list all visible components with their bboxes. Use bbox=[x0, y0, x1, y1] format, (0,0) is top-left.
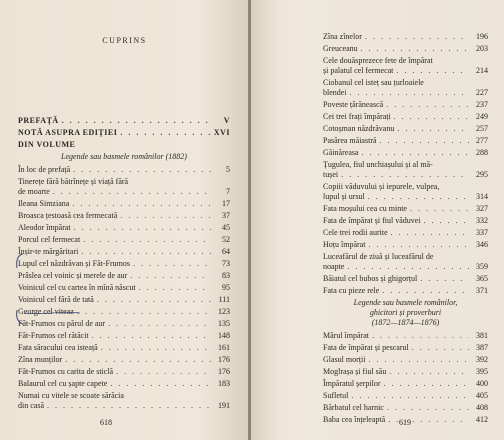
toc-entry-page: 288 bbox=[476, 148, 488, 157]
toc-entry-page: 412 bbox=[476, 415, 488, 424]
section-heading-line: ghicitori și proverburi bbox=[369, 308, 442, 317]
toc-entry-title: Făt-Frumos cu părul de aur bbox=[18, 319, 106, 328]
toc-entry-title: Balaurul cel cu șapte capete bbox=[18, 379, 108, 388]
dot-leader bbox=[391, 228, 469, 238]
toc-entry-title: Cele trei rodii aurite bbox=[323, 228, 388, 237]
toc-entry-title: Glasul morții bbox=[323, 355, 366, 364]
dot-leader bbox=[396, 66, 469, 76]
toc-entry bbox=[18, 331, 230, 341]
toc-entry-page: 327 bbox=[476, 204, 488, 213]
toc-entry-title: Lupul cel năzdrăvan și Făt-Frumos bbox=[18, 259, 130, 268]
dot-leader bbox=[77, 307, 211, 317]
toc-entry-page: 365 bbox=[476, 274, 488, 283]
toc-entry-title: Cotoșman năzdrăvanu bbox=[323, 124, 395, 133]
toc-entry bbox=[18, 283, 230, 293]
dot-leader bbox=[101, 343, 211, 353]
toc-entry bbox=[18, 199, 230, 209]
page-number: 619 bbox=[399, 418, 411, 427]
toc-entry bbox=[323, 170, 488, 180]
toc-entry-title: Împăratul șerpilor bbox=[323, 379, 381, 388]
toc-entry-page: 249 bbox=[476, 112, 488, 121]
section-heading bbox=[323, 298, 488, 328]
dot-leader bbox=[47, 401, 211, 411]
toc-entry-title-line: Numai cu vitele se scoate sărăcia bbox=[18, 391, 124, 400]
toc-entry bbox=[323, 240, 488, 250]
dot-leader bbox=[412, 343, 469, 353]
toc-entry-title: Sufletul bbox=[323, 391, 349, 400]
toc-entry-page: 196 bbox=[476, 32, 488, 41]
toc-entry-title: Baba cea înțeleaptă bbox=[323, 415, 386, 424]
toc-entry-page: 237 bbox=[476, 100, 488, 109]
toc-entry-title: Prâslea cel voinic și merele de aur bbox=[18, 271, 128, 280]
toc-entry-title: Aleodor împărat bbox=[18, 223, 71, 232]
toc-entry bbox=[323, 124, 488, 134]
toc-entry-title: PREFAȚĂ bbox=[18, 116, 59, 125]
toc-entry-page: 227 bbox=[476, 88, 488, 97]
dot-leader bbox=[368, 355, 469, 365]
toc-entry bbox=[323, 262, 488, 272]
toc-entry-page: 332 bbox=[476, 216, 488, 225]
toc-entry-page: 371 bbox=[476, 286, 488, 295]
dot-leader bbox=[110, 379, 211, 389]
toc-entry-page: 400 bbox=[476, 379, 488, 388]
toc-entry-page: 95 bbox=[222, 283, 230, 292]
toc-entry bbox=[18, 259, 230, 269]
toc-entry-title: Broasca țestoasă cea fermecată bbox=[18, 211, 118, 220]
toc-entry-page: 176 bbox=[218, 367, 230, 376]
toc-entry-title: Voinicul cel cu cartea în mînă născut bbox=[18, 283, 136, 292]
toc-entry-title: DIN VOLUME bbox=[18, 140, 76, 149]
toc-entry-title: Hoțu împărat bbox=[323, 240, 366, 249]
toc-entry-title: George cel viteaz bbox=[18, 307, 74, 316]
toc-entry-title: Greuceanu bbox=[323, 44, 358, 53]
toc-entry-title: lupul și ursul bbox=[323, 192, 365, 201]
toc-entry-title: Poveste țărănească bbox=[323, 100, 384, 109]
toc-entry-page: 295 bbox=[476, 170, 488, 179]
section-heading bbox=[18, 152, 230, 162]
toc-entry-page: 5 bbox=[226, 165, 230, 174]
dot-leader bbox=[97, 295, 211, 305]
dot-leader bbox=[81, 247, 211, 257]
dot-leader bbox=[65, 355, 211, 365]
toc-entry bbox=[323, 403, 488, 413]
dot-leader bbox=[341, 170, 469, 180]
toc-entry bbox=[323, 44, 488, 54]
toc-entry bbox=[18, 211, 230, 221]
dot-leader bbox=[53, 187, 211, 197]
toc-entry-page: 148 bbox=[218, 331, 230, 340]
toc-entry-page: 83 bbox=[222, 271, 230, 280]
toc-entry bbox=[323, 355, 488, 365]
toc-entry bbox=[323, 112, 488, 122]
toc-entry-title: Pasărea măiastră bbox=[323, 136, 377, 145]
toc-entry-page: 337 bbox=[476, 228, 488, 237]
toc-entry-title-line: Cioban​ul cel isteț sau țurloaiele bbox=[323, 78, 424, 87]
section-heading-line: Legende sau basmele românilor (1882) bbox=[61, 152, 187, 161]
toc-entry-page: 176 bbox=[218, 355, 230, 364]
toc-entry bbox=[323, 148, 488, 158]
toc-entry bbox=[18, 295, 230, 305]
toc-entry-title: Moglrașa și fiul său bbox=[323, 367, 387, 376]
toc-entry bbox=[323, 274, 488, 284]
dot-leader bbox=[139, 283, 211, 293]
toc-entry-title: blendei bbox=[323, 88, 347, 97]
dot-leader bbox=[382, 286, 469, 296]
section-heading-line: Legende sau basmele românilor, bbox=[353, 298, 458, 307]
dot-leader bbox=[120, 211, 211, 221]
toc-entry-title-line: Luceafărul de ziuă și luceafărul de bbox=[323, 252, 434, 261]
toc-entry bbox=[323, 136, 488, 146]
dot-leader bbox=[108, 319, 211, 329]
toc-entry-title: și palatul cel fermecat bbox=[323, 66, 394, 75]
dot-leader bbox=[361, 44, 469, 54]
toc-entry bbox=[323, 391, 488, 401]
toc-entry-title: Fata de împărat și pescarul bbox=[323, 343, 409, 352]
toc-entry-title: Găinăreasa bbox=[323, 148, 359, 157]
toc-entry-page: 17 bbox=[222, 199, 230, 208]
toc-entry bbox=[323, 331, 488, 341]
toc-entry-title: Fata moșului cea cu minte bbox=[323, 204, 407, 213]
dot-leader bbox=[362, 148, 469, 158]
toc-entry-page: 7 bbox=[226, 187, 230, 196]
dot-leader bbox=[368, 192, 469, 202]
dot-leader bbox=[74, 223, 211, 233]
dot-leader bbox=[394, 112, 469, 122]
toc-entry bbox=[323, 216, 488, 226]
toc-entry-page: 408 bbox=[476, 403, 488, 412]
toc-entry-page: 405 bbox=[476, 391, 488, 400]
table-of-contents-left bbox=[18, 116, 230, 413]
toc-entry bbox=[18, 128, 230, 138]
page-title: CUPRINS bbox=[102, 36, 147, 45]
toc-entry bbox=[323, 286, 488, 296]
toc-entry-title: Fata săracului cea isteață bbox=[18, 343, 98, 352]
toc-entry-page: 214 bbox=[476, 66, 488, 75]
dot-leader bbox=[420, 274, 469, 284]
toc-entry-title: tușei bbox=[323, 170, 339, 179]
dot-leader bbox=[116, 367, 211, 377]
toc-entry bbox=[323, 228, 488, 238]
toc-entry-title: NOTĂ ASUPRA EDIȚIEI bbox=[18, 128, 118, 137]
toc-entry-title: Ileana Simziana bbox=[18, 199, 70, 208]
toc-entry bbox=[18, 271, 230, 281]
toc-entry-title: Zîna munților bbox=[18, 355, 63, 364]
toc-entry bbox=[18, 140, 230, 150]
toc-entry bbox=[323, 379, 488, 389]
dot-leader bbox=[380, 136, 469, 146]
toc-entry bbox=[18, 307, 230, 317]
toc-entry-page: 135 bbox=[218, 319, 230, 328]
dot-leader bbox=[72, 199, 211, 209]
toc-entry-title: Zîna zînelor bbox=[323, 32, 362, 41]
toc-entry-title: noapte bbox=[323, 262, 345, 271]
toc-entry bbox=[18, 165, 230, 175]
toc-entry-page: 387 bbox=[476, 343, 488, 352]
dot-leader bbox=[387, 403, 469, 413]
toc-entry-page: 111 bbox=[218, 295, 230, 304]
toc-entry bbox=[18, 355, 230, 365]
dot-leader bbox=[133, 259, 211, 269]
toc-entry-page: 123 bbox=[218, 307, 230, 316]
toc-entry bbox=[18, 247, 230, 257]
toc-entry bbox=[18, 235, 230, 245]
toc-entry-title: Făt-Frumos cu carita de sticlă bbox=[18, 367, 114, 376]
toc-entry-page: XVI bbox=[213, 128, 230, 137]
section-heading-line: (1872—1874—1876) bbox=[371, 318, 440, 327]
dot-leader bbox=[351, 391, 469, 401]
dot-leader bbox=[130, 271, 211, 281]
toc-entry-title: În loc de prefață bbox=[18, 165, 71, 174]
toc-entry-page: 257 bbox=[476, 124, 488, 133]
toc-entry-page: 52 bbox=[222, 235, 230, 244]
toc-entry-page: 314 bbox=[476, 192, 488, 201]
toc-entry-page: 161 bbox=[218, 343, 230, 352]
toc-entry bbox=[323, 66, 488, 76]
toc-entry bbox=[18, 223, 230, 233]
dot-leader bbox=[410, 204, 469, 214]
toc-entry-page: 203 bbox=[476, 44, 488, 53]
toc-entry bbox=[18, 187, 230, 197]
toc-entry-title: Fata de împărat și fiul văduvei bbox=[323, 216, 421, 225]
toc-entry bbox=[323, 192, 488, 202]
toc-entry-page: 37 bbox=[222, 211, 230, 220]
toc-entry bbox=[18, 367, 230, 377]
page-number: 618 bbox=[100, 418, 112, 427]
toc-entry-page: 381 bbox=[476, 331, 488, 340]
dot-leader bbox=[347, 262, 469, 272]
toc-entry-title-line: Copiii văduvului și iepurele, vulpea, bbox=[323, 182, 440, 191]
dot-leader bbox=[368, 240, 469, 250]
dot-leader bbox=[350, 88, 469, 98]
toc-entry-title: Băiatul cel bubos și ghigorțul bbox=[323, 274, 418, 283]
dot-leader bbox=[372, 331, 469, 341]
toc-entry-title: Voinicul cel fără de tată bbox=[18, 295, 94, 304]
toc-entry-title: Înșir-te mărgăritari bbox=[18, 247, 79, 256]
toc-entry bbox=[18, 379, 230, 389]
toc-entry bbox=[323, 100, 488, 110]
toc-entry bbox=[323, 343, 488, 353]
dot-leader bbox=[120, 128, 211, 138]
right-page bbox=[251, 0, 504, 440]
toc-entry bbox=[323, 204, 488, 214]
dot-leader bbox=[389, 367, 469, 377]
toc-entry-title-line: Cele douăsprezece fete de împărat bbox=[323, 56, 433, 65]
toc-entry-page: 277 bbox=[476, 136, 488, 145]
dot-leader bbox=[386, 100, 469, 110]
dot-leader bbox=[83, 235, 211, 245]
toc-entry-page: 45 bbox=[222, 223, 230, 232]
toc-entry-page: 359 bbox=[476, 262, 488, 271]
toc-entry-page: V bbox=[223, 116, 230, 125]
toc-entry-page: 183 bbox=[218, 379, 230, 388]
toc-entry bbox=[18, 319, 230, 329]
toc-entry bbox=[18, 401, 230, 411]
toc-entry-page: 64 bbox=[222, 247, 230, 256]
toc-entry bbox=[18, 116, 230, 126]
left-page bbox=[0, 0, 249, 440]
toc-entry-title: Făt-Frumos cel rătăcit bbox=[18, 331, 89, 340]
toc-entry-page: 73 bbox=[222, 259, 230, 268]
toc-entry-title: Cei trei frați împărați bbox=[323, 112, 391, 121]
dot-leader bbox=[384, 379, 469, 389]
toc-entry-title-line: Țugulea, fiul unchiașului și al mă- bbox=[323, 160, 433, 169]
dot-leader bbox=[62, 116, 211, 126]
toc-entry-page: 395 bbox=[476, 367, 488, 376]
toc-entry-title: Mărul împărat bbox=[323, 331, 369, 340]
toc-entry-page: 346 bbox=[476, 240, 488, 249]
dot-leader bbox=[397, 124, 469, 134]
table-of-contents-right bbox=[323, 32, 488, 427]
toc-entry-page: 392 bbox=[476, 355, 488, 364]
toc-entry bbox=[323, 32, 488, 42]
toc-entry-title: din casă bbox=[18, 401, 44, 410]
dot-leader bbox=[424, 216, 469, 226]
toc-entry-page: 191 bbox=[218, 401, 230, 410]
toc-entry-title: Porcul cel fermecat bbox=[18, 235, 81, 244]
toc-entry bbox=[323, 367, 488, 377]
toc-entry-title: Fata cu pieze rele bbox=[323, 286, 380, 295]
toc-entry-title: Bărbatul cel harnic bbox=[323, 403, 384, 412]
dot-leader bbox=[73, 165, 211, 175]
toc-entry bbox=[323, 88, 488, 98]
dot-leader bbox=[365, 32, 469, 42]
toc-entry-title-line: Tinerețe fără bătrînețe și viață fără bbox=[18, 177, 129, 186]
toc-entry-title: de moarte bbox=[18, 187, 50, 196]
toc-entry bbox=[18, 343, 230, 353]
dot-leader bbox=[92, 331, 211, 341]
